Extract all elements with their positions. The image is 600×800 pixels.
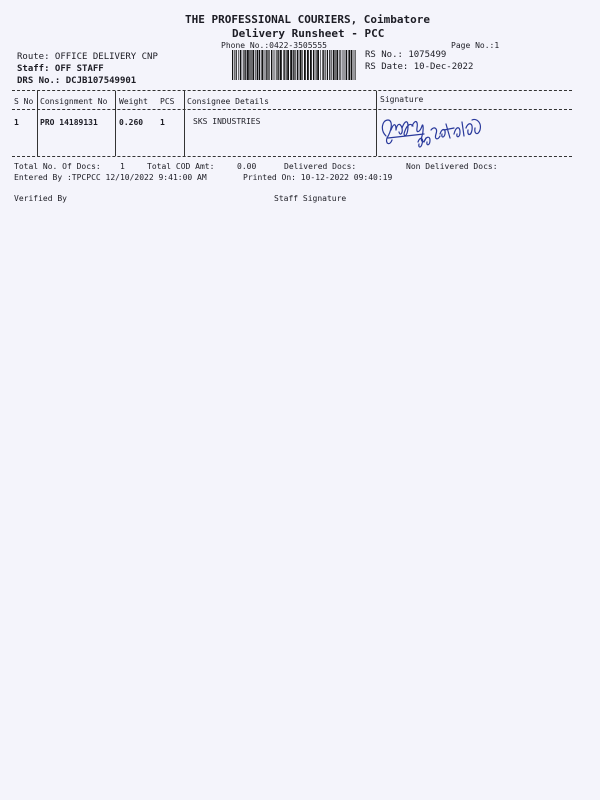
row-consignee: SKS INDUSTRIES xyxy=(193,117,261,126)
barcode-bar xyxy=(299,50,300,80)
barcode-bar xyxy=(266,50,267,80)
row-sno: 1 xyxy=(14,118,19,127)
barcode-bar xyxy=(335,50,336,80)
barcode-bar xyxy=(307,50,309,80)
page-number: Page No.:1 xyxy=(451,41,500,50)
non-delivered-docs-label: Non Delivered Docs: xyxy=(406,162,498,171)
cod-label: Total COD Amt: xyxy=(147,162,215,171)
handwritten-signature xyxy=(378,108,488,156)
barcode-bar xyxy=(264,50,265,80)
barcode-bar xyxy=(261,50,263,80)
barcode-bar xyxy=(255,50,256,80)
barcode-bar xyxy=(353,50,354,80)
barcode-bar xyxy=(243,50,244,80)
printed-on: Printed On: 10-12-2022 09:40:19 xyxy=(243,173,393,182)
staff-signature-label: Staff Signature xyxy=(274,194,347,203)
barcode-bar xyxy=(238,50,239,80)
rs-date: RS Date: 10-Dec-2022 xyxy=(365,62,474,72)
barcode-bar xyxy=(331,50,332,80)
cod-value: 0.00 xyxy=(237,162,257,171)
barcode-bar xyxy=(302,50,303,80)
barcode-bar xyxy=(275,50,276,80)
barcode-bar xyxy=(320,50,321,80)
barcode-bar xyxy=(348,50,350,80)
barcode-bar xyxy=(329,50,330,80)
barcode-bar xyxy=(293,50,294,80)
table-header-rule xyxy=(12,109,572,110)
row-pcs: 1 xyxy=(160,118,165,127)
barcode-bar xyxy=(317,50,319,80)
header-consignment: Consignment No xyxy=(40,97,108,106)
barcode-bar xyxy=(342,50,343,80)
barcode-bar xyxy=(354,50,355,80)
barcode-bar xyxy=(259,50,260,80)
barcode-bar xyxy=(345,50,346,80)
header-weight: Weight xyxy=(119,97,148,106)
barcode-bar xyxy=(276,50,277,80)
barcode-bar xyxy=(294,50,295,80)
barcode-bar xyxy=(355,50,356,80)
row-weight: 0.260 xyxy=(119,118,144,127)
barcode-bar xyxy=(269,50,270,80)
barcode-bar xyxy=(267,50,268,80)
runsheet-title: Delivery Runsheet - PCC xyxy=(232,27,385,40)
barcode-image xyxy=(232,50,357,80)
barcode-bar xyxy=(278,50,279,80)
table-top-rule xyxy=(12,90,572,91)
barcode-bar xyxy=(283,50,284,80)
drs-number: DRS No.: DCJB107549901 xyxy=(17,76,137,86)
table-divider xyxy=(184,91,185,156)
barcode-bar xyxy=(290,50,292,80)
barcode-bar xyxy=(247,50,249,80)
barcode-bar xyxy=(240,50,241,80)
barcode-bar xyxy=(300,50,302,80)
entered-by: Entered By :TPCPCC 12/10/2022 9:41:00 AM xyxy=(14,173,207,182)
barcode-bar xyxy=(252,50,254,80)
row-consignment: PRO 14189131 xyxy=(40,118,98,127)
table-divider xyxy=(376,91,377,156)
barcode-bar xyxy=(280,50,282,80)
total-docs-label: Total No. Of Docs: xyxy=(14,162,101,171)
barcode-bar xyxy=(313,50,314,80)
delivered-docs-label: Delivered Docs: xyxy=(284,162,357,171)
barcode-bar xyxy=(325,50,326,80)
barcode-bar xyxy=(316,50,317,80)
barcode-bar xyxy=(327,50,328,80)
barcode-bar xyxy=(257,50,259,80)
barcode-bar xyxy=(232,50,233,80)
staff-text: Staff: OFF STAFF xyxy=(17,64,104,74)
table-divider xyxy=(37,91,38,156)
barcode-bar xyxy=(251,50,252,80)
header-pcs: PCS xyxy=(160,97,175,106)
barcode-bar xyxy=(339,50,340,80)
barcode-bar xyxy=(236,50,237,80)
barcode-bar xyxy=(249,50,250,80)
barcode-bar xyxy=(286,50,287,80)
phone-number: Phone No.:0422-3505555 xyxy=(221,41,327,50)
barcode-bar xyxy=(310,50,312,80)
header-signature: Signature xyxy=(380,95,424,104)
barcode-bar xyxy=(273,50,274,80)
total-docs-value: 1 xyxy=(120,162,125,171)
barcode-bar xyxy=(333,50,335,80)
verified-by: Verified By xyxy=(14,194,67,203)
barcode-bar xyxy=(297,50,298,80)
barcode-bar xyxy=(351,50,352,80)
company-title: THE PROFESSIONAL COURIERS, Coimbatore xyxy=(185,13,431,26)
barcode-bar xyxy=(304,50,306,80)
rs-number: RS No.: 1075499 xyxy=(365,50,447,60)
barcode-bar xyxy=(242,50,243,80)
barcode-bar xyxy=(284,50,285,80)
barcode-bar xyxy=(346,50,347,80)
barcode-bar xyxy=(323,50,324,80)
header-sno: S No xyxy=(14,97,34,106)
route-text: Route: OFFICE DELIVERY CNP xyxy=(17,52,158,62)
barcode-bar xyxy=(234,50,235,80)
barcode-bar xyxy=(344,50,345,80)
barcode-bar xyxy=(336,50,338,80)
barcode-bar xyxy=(315,50,316,80)
header-consignee: Consignee Details xyxy=(187,97,269,106)
barcode-bar xyxy=(271,50,272,80)
barcode-bar xyxy=(322,50,323,80)
barcode-bar xyxy=(287,50,289,80)
table-divider xyxy=(115,91,116,156)
table-bottom-rule xyxy=(12,156,572,157)
barcode-bar xyxy=(245,50,246,80)
